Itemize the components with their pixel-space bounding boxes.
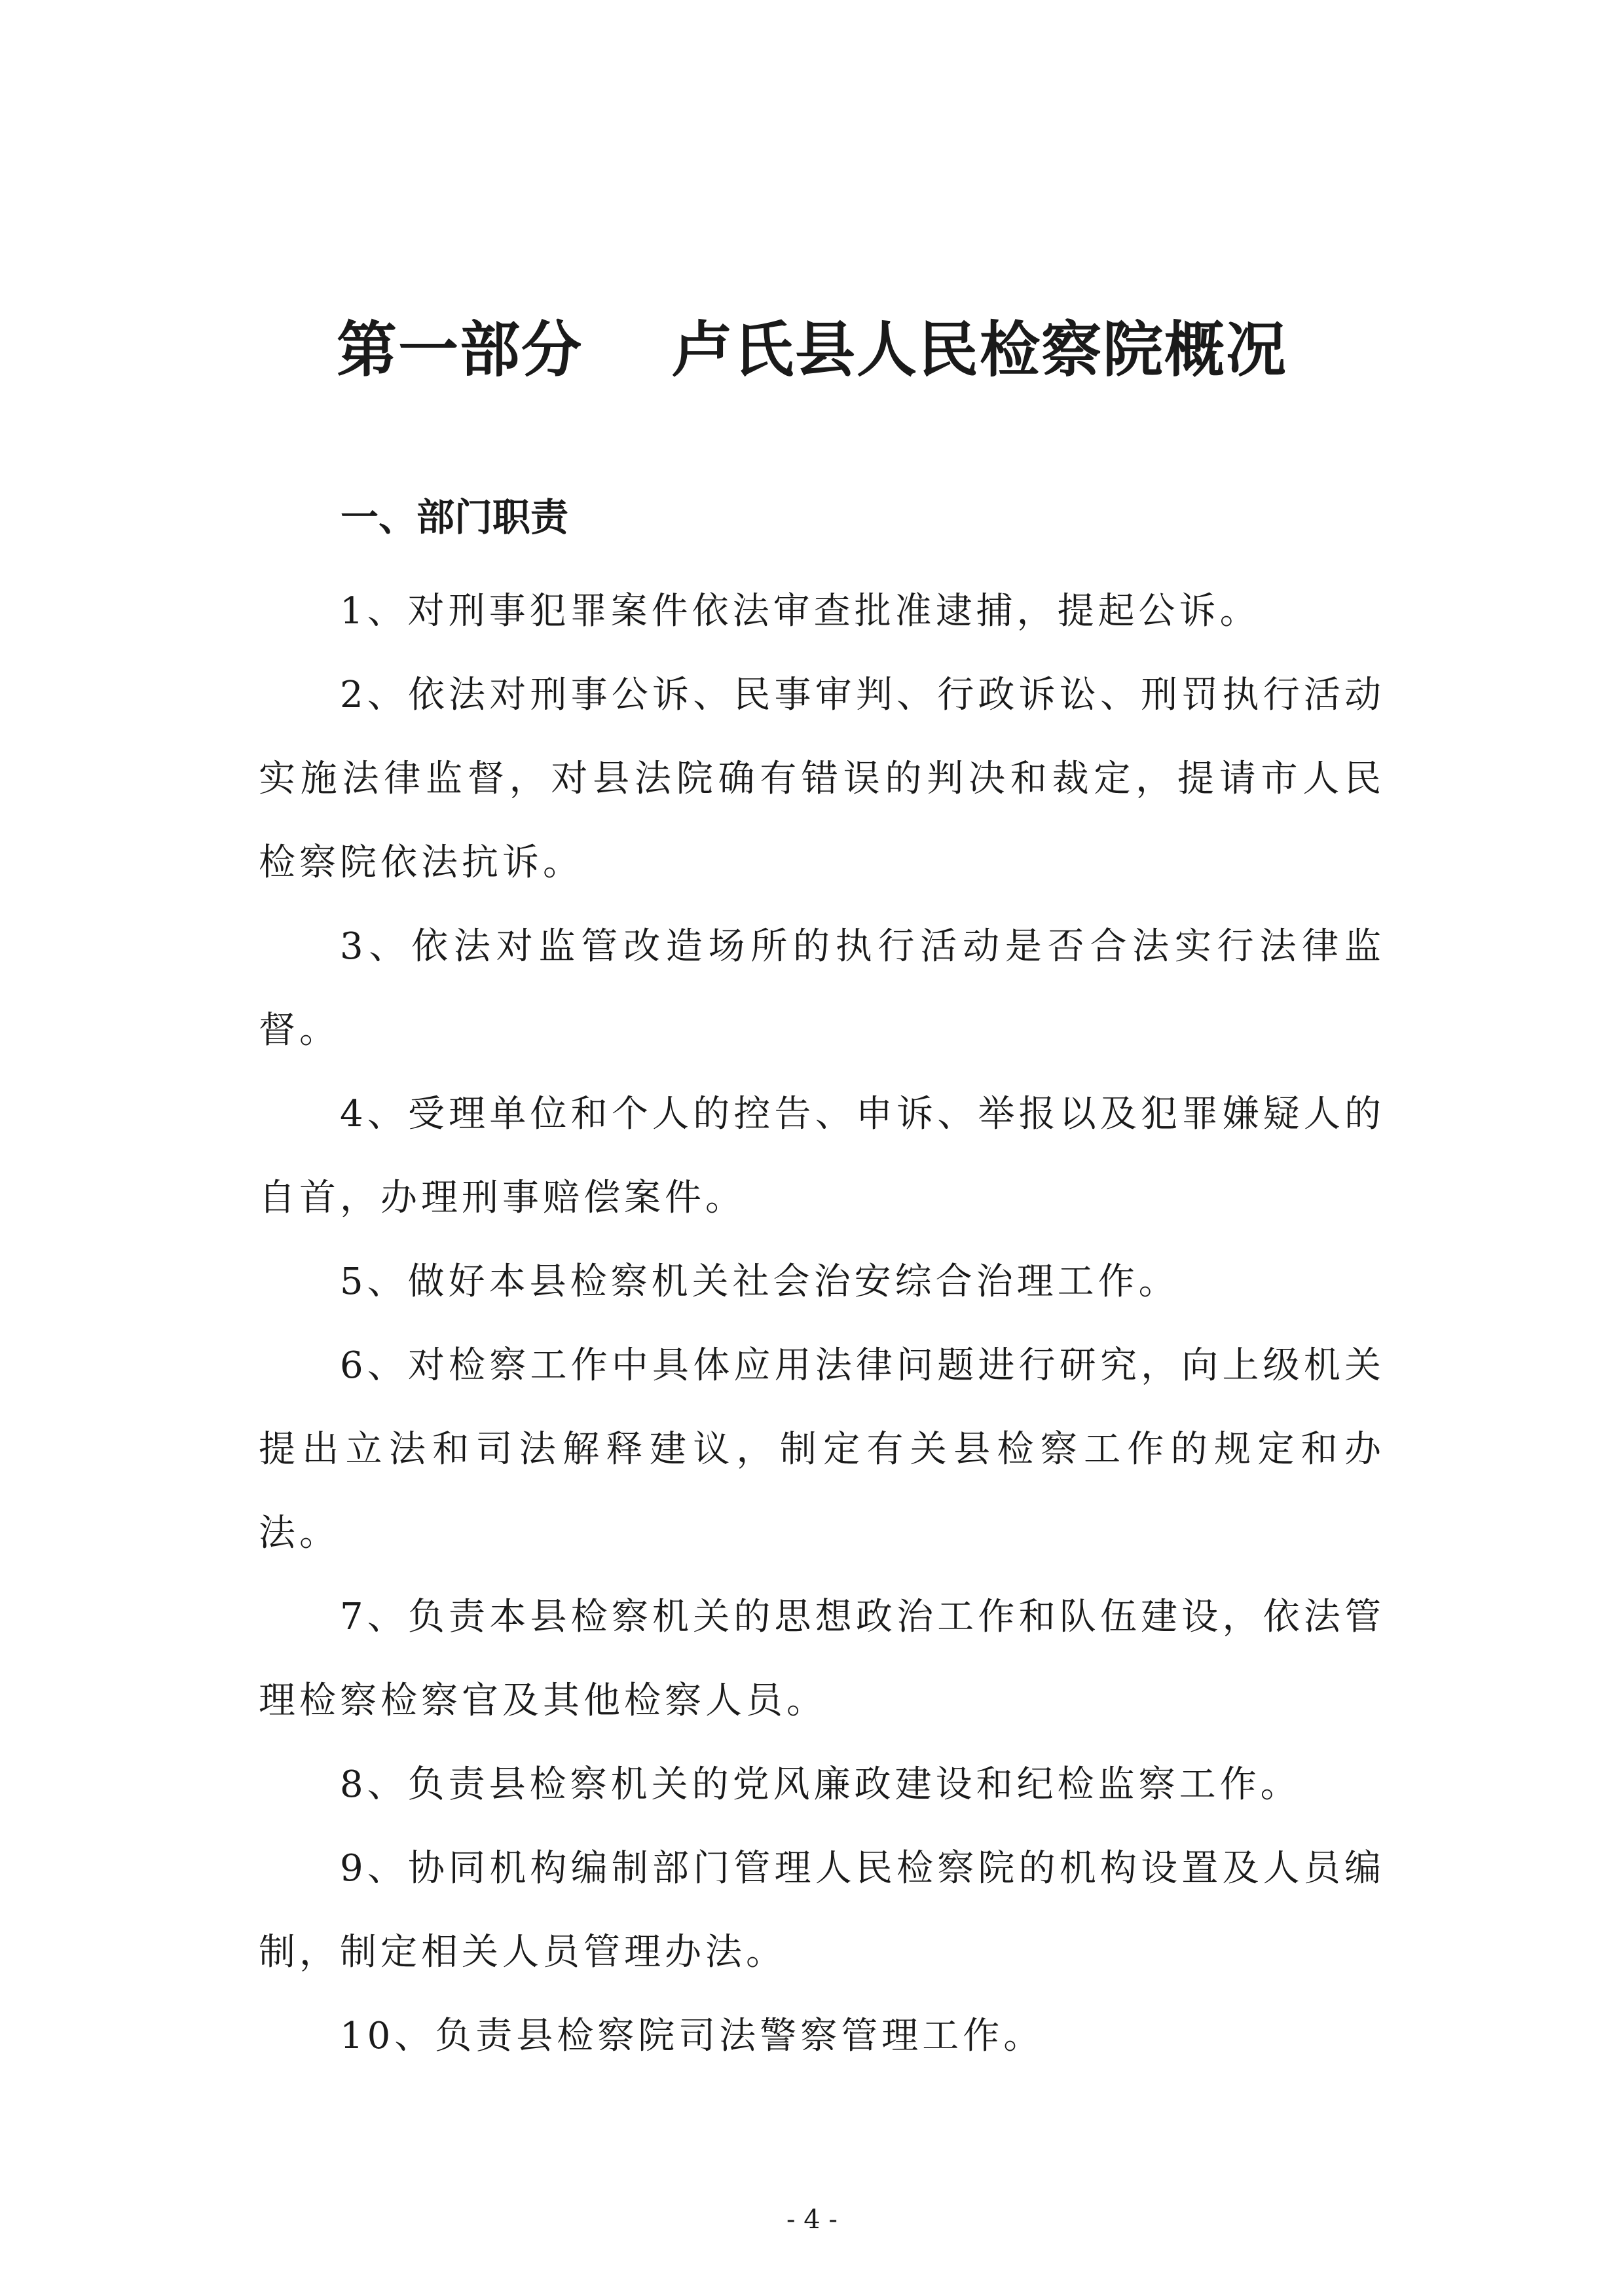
- duty-item-4: 4、受理单位和个人的控告、申诉、举报以及犯罪嫌疑人的自首，办理刑事赔偿案件。: [259, 1093, 1385, 1219]
- duty-list: [259, 570, 1385, 2078]
- duty-item-5: 5、做好本县检察机关社会治安综合治理工作。: [340, 1260, 1179, 1303]
- duty-item-1: 1、对刑事犯罪案件依法审查批准逮捕，提起公诉。: [340, 590, 1261, 633]
- page-title: 第一部分 卢氏县人民检察院概况: [336, 315, 1288, 385]
- duty-item-3: 3、依法对监管改造场所的执行活动是否合法实行法律监督。: [259, 925, 1385, 1052]
- section-heading: 一、部门职责: [341, 495, 569, 540]
- duty-item-9: 9、协同机构编制部门管理人民检察院的机构设置及人员编制，制定相关人员管理办法。: [259, 1847, 1385, 1974]
- duty-item-7: 7、负责本县检察机关的思想政治工作和队伍建设，依法管理检察检察官及其他检察人员。: [259, 1596, 1385, 1722]
- duty-item-6: 6、对检察工作中具体应用法律问题进行研究，向上级机关提出立法和司法解释建议，制定有关县检察工作的规定和办法。: [259, 1344, 1385, 1554]
- page-number: - 4 -: [786, 2205, 838, 2235]
- duty-item-2: 2、依法对刑事公诉、民事审判、行政诉讼、刑罚执行活动实施法律监督，对县法院确有错误的判决和裁定，提请市人民检察院依法抗诉。: [259, 674, 1385, 884]
- duty-item-10: 10、负责县检察院司法警察管理工作。: [340, 2015, 1044, 2057]
- duty-item-8: 8、负责县检察机关的党风廉政建设和纪检监察工作。: [340, 1763, 1301, 1806]
